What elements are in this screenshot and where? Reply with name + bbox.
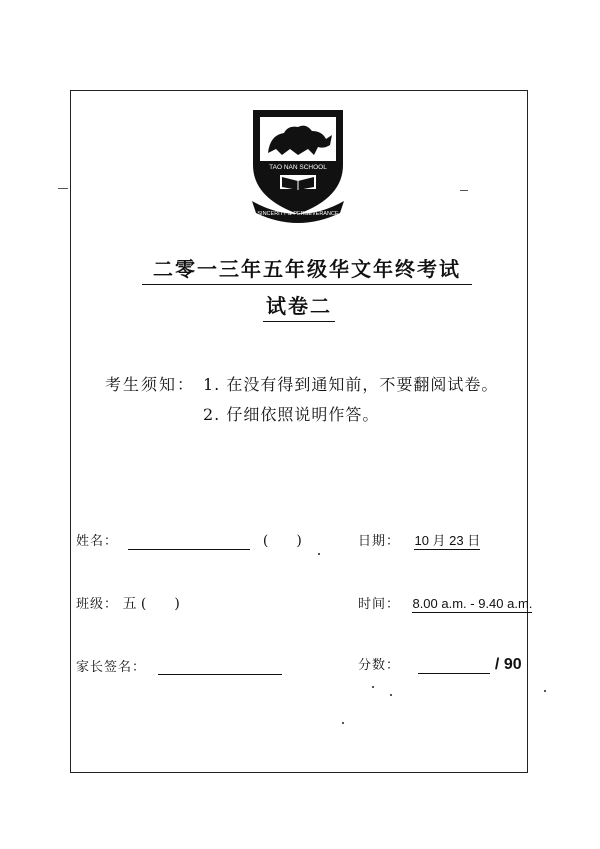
svg-text:TAO NAN SCHOOL: TAO NAN SCHOOL xyxy=(269,164,327,171)
exam-title: 二零一三年五年级华文年终考试 xyxy=(142,256,472,285)
scan-mark xyxy=(318,553,320,555)
notice-item-1: 1. 在没有得到通知前，不要翻阅试卷。 xyxy=(203,375,499,394)
school-crest-logo xyxy=(248,105,348,225)
scan-mark xyxy=(342,722,344,724)
scan-mark xyxy=(544,690,546,692)
date-value: 10 月 23 日 xyxy=(414,533,481,548)
name-blank[interactable] xyxy=(128,535,250,550)
candidate-notice-label: 考生须知： xyxy=(105,375,196,394)
scan-mark xyxy=(460,190,468,191)
time-label: 时间： xyxy=(358,597,401,612)
score-field xyxy=(358,654,522,674)
time-value: 8.00 a.m. - 9.40 a.m. xyxy=(412,596,533,611)
name-label: 姓名： xyxy=(76,534,119,549)
parent-signature-field xyxy=(76,656,282,675)
scan-mark xyxy=(390,694,392,696)
scan-mark xyxy=(372,686,374,688)
name-field xyxy=(76,530,302,550)
scan-mark xyxy=(58,188,68,189)
class-number-paren: ( ) xyxy=(262,533,302,549)
score-label: 分数： xyxy=(358,658,401,673)
parent-signature-blank[interactable] xyxy=(158,660,282,675)
time-field xyxy=(358,593,532,612)
notice-item-2: 2. 仔细依照说明作答。 xyxy=(203,405,380,424)
paper-subtitle: 试卷二 xyxy=(263,293,335,322)
class-label: 班级： xyxy=(76,597,119,612)
parent-signature-label: 家长签名： xyxy=(76,660,147,675)
svg-text:SINCERITY & PERSEVERANCE: SINCERITY & PERSEVERANCE xyxy=(257,211,339,217)
class-field xyxy=(76,593,180,613)
score-blank[interactable] xyxy=(418,659,490,674)
date-label: 日期： xyxy=(358,534,401,549)
class-value: 五 ( ) xyxy=(122,596,180,612)
score-total: / 90 xyxy=(494,656,522,673)
date-field xyxy=(358,530,480,549)
